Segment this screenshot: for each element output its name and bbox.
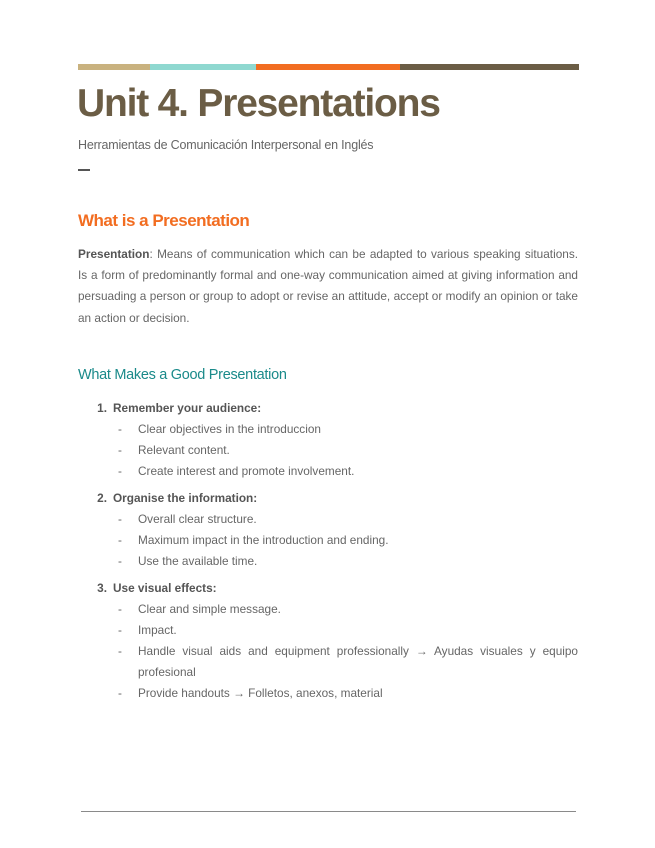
sub-list-item: - Impact. bbox=[78, 620, 578, 641]
list-item-label: Organise the information: bbox=[113, 491, 258, 505]
color-bar-segment-orange bbox=[256, 64, 400, 70]
sub-list-item: - Use the available time. bbox=[78, 551, 578, 572]
sub-list bbox=[78, 599, 578, 704]
list-item bbox=[78, 578, 578, 704]
definition-term: Presentation bbox=[78, 247, 150, 261]
footer-divider bbox=[81, 811, 576, 812]
section-heading-what-is: What is a Presentation bbox=[78, 211, 250, 230]
sub-list-item: - Clear objectives in the introduccion bbox=[78, 419, 578, 440]
sub-list-item: - Handle visual aids and equipment professionally → Ayudas visuales y equipo profesional bbox=[78, 641, 578, 683]
list-item bbox=[78, 488, 578, 572]
dash-bullet: - bbox=[118, 464, 122, 478]
page-title: Unit 4. Presentations bbox=[77, 82, 440, 125]
page-subtitle: Herramientas de Comunicación Interpersonal en Inglés bbox=[78, 138, 374, 152]
sub-list-item: - Provide handouts → Folletos, anexos, material bbox=[78, 683, 578, 704]
sub-list-item: - Relevant content. bbox=[78, 440, 578, 461]
list-item-heading bbox=[78, 578, 578, 599]
dash-bullet: - bbox=[118, 623, 122, 637]
dash-bullet: - bbox=[118, 602, 122, 616]
color-bar-segment-brown bbox=[400, 64, 579, 70]
dash-bullet: - bbox=[118, 644, 122, 658]
sub-list bbox=[78, 509, 578, 572]
dash-bullet: - bbox=[118, 533, 122, 547]
sub-list-item: - Clear and simple message. bbox=[78, 599, 578, 620]
dash-bullet: - bbox=[118, 443, 122, 457]
list-item-number: 3. bbox=[97, 581, 107, 595]
dash-bullet: - bbox=[118, 512, 122, 526]
sub-list-item: - Overall clear structure. bbox=[78, 509, 578, 530]
header-color-bar bbox=[78, 64, 579, 70]
sub-list-item: - Maximum impact in the introduction and ending. bbox=[78, 530, 578, 551]
dash-bullet: - bbox=[118, 686, 122, 700]
sub-list bbox=[78, 419, 578, 482]
sub-list-item: - Create interest and promote involvement. bbox=[78, 461, 578, 482]
list-item-number: 1. bbox=[97, 401, 107, 415]
list-item-number: 2. bbox=[97, 491, 107, 505]
list-item-label: Remember your audience: bbox=[113, 401, 262, 415]
dash-bullet: - bbox=[118, 554, 122, 568]
list-item-heading bbox=[78, 398, 578, 419]
list-item-heading bbox=[78, 488, 578, 509]
good-presentation-list bbox=[78, 398, 578, 704]
definition-text: : Means of communication which can be adapted to various speaking situations. Is a form of predominantly formal and one-way communication aimed at giving information and persuading a person or group to adopt or revise an attitude, accept or modify an opinion or take an action or decision. bbox=[78, 247, 578, 325]
color-bar-segment-teal bbox=[150, 64, 256, 70]
subtitle-divider bbox=[78, 169, 90, 171]
list-item bbox=[78, 398, 578, 482]
dash-bullet: - bbox=[118, 422, 122, 436]
color-bar-segment-tan bbox=[78, 64, 150, 70]
definition-paragraph bbox=[78, 244, 578, 329]
section-heading-good-presentation: What Makes a Good Presentation bbox=[78, 367, 287, 383]
list-item-label: Use visual effects: bbox=[113, 581, 217, 595]
